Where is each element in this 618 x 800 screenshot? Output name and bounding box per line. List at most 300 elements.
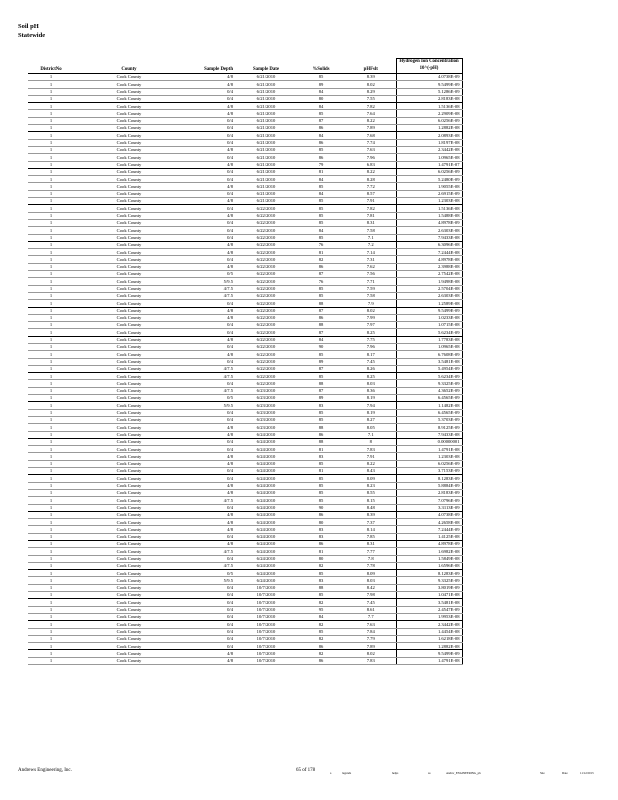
cell-ph: 7.8 (346, 555, 396, 562)
table-row (28, 643, 462, 650)
col-ph: pHFslt (346, 59, 396, 74)
cell-ph: 8.57 (346, 190, 396, 197)
cell-ph: 7.55 (346, 95, 396, 102)
cell-ph: 8 (346, 438, 396, 445)
cell-solids: 88 (296, 380, 346, 387)
cell-ph: 8.19 (346, 395, 396, 402)
cell-ph: 7.63 (346, 146, 396, 153)
cell-solids: 84 (296, 132, 346, 139)
cell-h-ion: 9.3325E-09 (396, 380, 462, 387)
cell-h-ion: 1.5488E-08 (396, 212, 462, 219)
cell-depth: 0/4 (184, 628, 236, 635)
cell-date: 6/21/2010 (236, 146, 296, 153)
cell-district: 1 (28, 621, 74, 628)
cell-depth: 4/8 (184, 263, 236, 270)
cell-county: Cook County (74, 176, 184, 183)
cell-h-ion: 1.8197E-08 (396, 139, 462, 146)
cell-district: 1 (28, 657, 74, 664)
cell-solids: 83 (296, 533, 346, 540)
cell-county: Cook County (74, 533, 184, 540)
cell-depth: 4/8 (184, 161, 236, 168)
cell-h-ion: 5.6234E-09 (396, 373, 462, 380)
cell-h-ion: 4.8978E-09 (396, 541, 462, 548)
cell-county: Cook County (74, 365, 184, 372)
cell-date: 6/21/2010 (236, 81, 296, 88)
cell-district: 1 (28, 329, 74, 336)
cell-date: 6/22/2010 (236, 249, 296, 256)
cell-depth: 0/4 (184, 468, 236, 475)
cell-date: 6/24/2010 (236, 438, 296, 445)
cell-h-ion: 1.5136E-08 (396, 205, 462, 212)
cell-district: 1 (28, 234, 74, 241)
table-row (28, 650, 462, 657)
cell-county: Cook County (74, 635, 184, 642)
cell-district: 1 (28, 132, 74, 139)
table-row (28, 95, 462, 102)
cell-solids: 85 (296, 183, 346, 190)
cell-date: 6/21/2010 (236, 139, 296, 146)
table-row (28, 271, 462, 278)
cell-solids: 82 (296, 256, 346, 263)
cell-district: 1 (28, 570, 74, 577)
cell-county: Cook County (74, 431, 184, 438)
cell-ph: 8.03 (346, 380, 396, 387)
cell-date: 6/22/2010 (236, 307, 296, 314)
cell-ph: 8.02 (346, 81, 396, 88)
cell-district: 1 (28, 511, 74, 518)
cell-county: Cook County (74, 613, 184, 620)
cell-county: Cook County (74, 657, 184, 664)
cell-depth: 4/8 (184, 74, 236, 81)
cell-county: Cook County (74, 409, 184, 416)
cell-county: Cook County (74, 343, 184, 350)
cell-h-ion: 1.2303E-08 (396, 453, 462, 460)
cell-ph: 7.72 (346, 183, 396, 190)
cell-date: 6/21/2010 (236, 183, 296, 190)
cell-h-ion: 1.0233E-08 (396, 314, 462, 321)
cell-date: 6/22/2010 (236, 219, 296, 226)
table-row (28, 256, 462, 263)
cell-ph: 7.78 (346, 562, 396, 569)
cell-county: Cook County (74, 314, 184, 321)
table-row (28, 402, 462, 409)
cell-ph: 8.36 (346, 387, 396, 394)
cell-district: 1 (28, 380, 74, 387)
cell-district: 1 (28, 409, 74, 416)
table-row (28, 168, 462, 175)
cell-ph: 8.43 (346, 468, 396, 475)
cell-district: 1 (28, 278, 74, 285)
table-row (28, 278, 462, 285)
cell-county: Cook County (74, 577, 184, 584)
cell-district: 1 (28, 431, 74, 438)
cell-h-ion: 5.3703E-09 (396, 416, 462, 423)
cell-ph: 8.23 (346, 482, 396, 489)
cell-h-ion: 2.6915E-09 (396, 190, 462, 197)
cell-depth: 4/8 (184, 198, 236, 205)
cell-date: 6/22/2010 (236, 205, 296, 212)
cell-county: Cook County (74, 621, 184, 628)
cell-district: 1 (28, 271, 74, 278)
cell-date: 6/21/2010 (236, 103, 296, 110)
cell-solids: 85 (296, 409, 346, 416)
cell-ph: 8.15 (346, 497, 396, 504)
cell-district: 1 (28, 88, 74, 95)
cell-ph: 7.63 (346, 621, 396, 628)
cell-date: 10/7/2010 (236, 613, 296, 620)
cell-solids: 86 (296, 657, 346, 664)
cell-district: 1 (28, 336, 74, 343)
cell-h-ion: 5.8884E-09 (396, 482, 462, 489)
cell-date: 6/22/2010 (236, 351, 296, 358)
cell-h-ion: 1.9055E-08 (396, 183, 462, 190)
cell-solids: 84 (296, 176, 346, 183)
table-row (28, 373, 462, 380)
cell-h-ion: 9.5499E-09 (396, 307, 462, 314)
cell-district: 1 (28, 154, 74, 161)
cell-depth: 0/5 (184, 570, 236, 577)
cell-solids: 87 (296, 365, 346, 372)
cell-ph: 8.25 (346, 329, 396, 336)
cell-ph: 7.74 (346, 139, 396, 146)
cell-county: Cook County (74, 168, 184, 175)
cell-district: 1 (28, 176, 74, 183)
table-row (28, 241, 462, 248)
cell-county: Cook County (74, 81, 184, 88)
cell-depth: 0/4 (184, 613, 236, 620)
cell-district: 1 (28, 314, 74, 321)
cell-depth: 4/8 (184, 482, 236, 489)
cell-district: 1 (28, 241, 74, 248)
cell-county: Cook County (74, 212, 184, 219)
cell-h-ion: 7.9433E-08 (396, 234, 462, 241)
footer-note: helps (392, 771, 399, 775)
table-row (28, 489, 462, 496)
cell-district: 1 (28, 292, 74, 299)
table-row (28, 336, 462, 343)
cell-county: Cook County (74, 234, 184, 241)
cell-depth: 4/7.5 (184, 365, 236, 372)
cell-county: Cook County (74, 307, 184, 314)
cell-h-ion: 2.2909E-08 (396, 110, 462, 117)
cell-h-ion: 6.0256E-09 (396, 168, 462, 175)
cell-date: 6/21/2010 (236, 190, 296, 197)
cell-solids: 85 (296, 219, 346, 226)
cell-district: 1 (28, 650, 74, 657)
table-header-row (28, 59, 462, 74)
cell-county: Cook County (74, 154, 184, 161)
table-row (28, 263, 462, 270)
cell-depth: 4/8 (184, 511, 236, 518)
cell-date: 6/24/2010 (236, 504, 296, 511)
report-subtitle: Statewide (18, 32, 46, 39)
cell-county: Cook County (74, 205, 184, 212)
table-row (28, 438, 462, 445)
cell-h-ion: 1.2589E-08 (396, 300, 462, 307)
table-row (28, 584, 462, 591)
cell-county: Cook County (74, 285, 184, 292)
cell-depth: 4/8 (184, 489, 236, 496)
table-row (28, 329, 462, 336)
cell-ph: 8.61 (346, 606, 396, 613)
cell-county: Cook County (74, 548, 184, 555)
cell-solids: 86 (296, 541, 346, 548)
cell-depth: 4/8 (184, 519, 236, 526)
cell-date: 10/7/2010 (236, 599, 296, 606)
footer-note: legends (342, 771, 352, 775)
cell-solids: 81 (296, 468, 346, 475)
table-row (28, 387, 462, 394)
cell-county: Cook County (74, 256, 184, 263)
cell-county: Cook County (74, 504, 184, 511)
cell-h-ion: 2.4547E-09 (396, 606, 462, 613)
cell-date: 6/22/2010 (236, 227, 296, 234)
cell-district: 1 (28, 227, 74, 234)
cell-solids: 80 (296, 95, 346, 102)
cell-solids: 90 (296, 343, 346, 350)
cell-solids: 84 (296, 103, 346, 110)
cell-solids: 88 (296, 438, 346, 445)
table-row (28, 541, 462, 548)
cell-depth: 4/8 (184, 351, 236, 358)
cell-solids: 81 (296, 446, 346, 453)
table-row (28, 621, 462, 628)
cell-date: 6/22/2010 (236, 322, 296, 329)
cell-depth: 0/4 (184, 205, 236, 212)
cell-depth: 0/5 (184, 271, 236, 278)
cell-ph: 7.71 (346, 278, 396, 285)
cell-ph: 8.05 (346, 424, 396, 431)
cell-solids: 85 (296, 497, 346, 504)
cell-date: 6/24/2010 (236, 489, 296, 496)
cell-date: 6/22/2010 (236, 241, 296, 248)
cell-depth: 0/4 (184, 176, 236, 183)
cell-date: 6/22/2010 (236, 292, 296, 299)
cell-ph: 8.02 (346, 650, 396, 657)
cell-depth: 0/4 (184, 606, 236, 613)
cell-district: 1 (28, 95, 74, 102)
cell-h-ion: 2.0893E-08 (396, 132, 462, 139)
cell-ph: 8.19 (346, 409, 396, 416)
cell-date: 6/21/2010 (236, 176, 296, 183)
cell-solids: 86 (296, 314, 346, 321)
cell-county: Cook County (74, 541, 184, 548)
cell-county: Cook County (74, 300, 184, 307)
cell-ph: 8.17 (346, 351, 396, 358)
cell-date: 6/22/2010 (236, 285, 296, 292)
cell-district: 1 (28, 168, 74, 175)
cell-solids: 82 (296, 621, 346, 628)
cell-date: 6/23/2010 (236, 416, 296, 423)
cell-depth: 0/4 (184, 329, 236, 336)
cell-county: Cook County (74, 592, 184, 599)
cell-h-ion: 3.5481E-08 (396, 599, 462, 606)
cell-county: Cook County (74, 438, 184, 445)
cell-district: 1 (28, 460, 74, 467)
cell-county: Cook County (74, 519, 184, 526)
table-row (28, 453, 462, 460)
table-row (28, 88, 462, 95)
cell-date: 6/24/2010 (236, 526, 296, 533)
cell-depth: 0/4 (184, 643, 236, 650)
cell-county: Cook County (74, 219, 184, 226)
cell-depth: 0/4 (184, 416, 236, 423)
cell-district: 1 (28, 74, 74, 81)
cell-solids: 85 (296, 351, 346, 358)
cell-h-ion: 3.7153E-09 (396, 468, 462, 475)
cell-depth: 5/9.5 (184, 278, 236, 285)
cell-date: 6/23/2010 (236, 387, 296, 394)
table-row (28, 307, 462, 314)
cell-h-ion: 1.4125E-08 (396, 533, 462, 540)
table-row (28, 570, 462, 577)
table-row (28, 343, 462, 350)
cell-district: 1 (28, 183, 74, 190)
cell-h-ion: 1.5849E-08 (396, 555, 462, 562)
cell-depth: 0/4 (184, 438, 236, 445)
cell-h-ion: 1.4791E-08 (396, 446, 462, 453)
cell-district: 1 (28, 482, 74, 489)
cell-depth: 4/8 (184, 81, 236, 88)
cell-ph: 7.79 (346, 635, 396, 642)
cell-depth: 4/7.5 (184, 285, 236, 292)
table-row (28, 526, 462, 533)
cell-date: 6/21/2010 (236, 198, 296, 205)
cell-ph: 8.27 (346, 416, 396, 423)
cell-h-ion: 1.6596E-08 (396, 562, 462, 569)
cell-h-ion: 4.8978E-08 (396, 256, 462, 263)
col-district: DistrictNo (28, 59, 74, 74)
cell-county: Cook County (74, 139, 184, 146)
cell-depth: 0/4 (184, 256, 236, 263)
cell-ph: 8.22 (346, 117, 396, 124)
cell-date: 6/24/2010 (236, 577, 296, 584)
table-row (28, 358, 462, 365)
table-row (28, 234, 462, 241)
cell-ph: 7.58 (346, 292, 396, 299)
table-row (28, 504, 462, 511)
table-row (28, 577, 462, 584)
cell-district: 1 (28, 562, 74, 569)
cell-district: 1 (28, 117, 74, 124)
cell-district: 1 (28, 387, 74, 394)
cell-date: 6/23/2010 (236, 424, 296, 431)
cell-county: Cook County (74, 117, 184, 124)
cell-solids: 95 (296, 606, 346, 613)
cell-county: Cook County (74, 650, 184, 657)
cell-depth: 4/8 (184, 541, 236, 548)
cell-date: 6/22/2010 (236, 314, 296, 321)
cell-ph: 8.26 (346, 365, 396, 372)
cell-district: 1 (28, 606, 74, 613)
cell-county: Cook County (74, 468, 184, 475)
table-row (28, 74, 462, 81)
cell-solids: 87 (296, 329, 346, 336)
cell-district: 1 (28, 453, 74, 460)
cell-h-ion: 6.3096E-08 (396, 241, 462, 248)
cell-date: 6/21/2010 (236, 117, 296, 124)
cell-date: 6/22/2010 (236, 234, 296, 241)
cell-ph: 7.62 (346, 263, 396, 270)
cell-date: 6/24/2010 (236, 562, 296, 569)
cell-county: Cook County (74, 110, 184, 117)
cell-county: Cook County (74, 416, 184, 423)
cell-depth: 4/7.5 (184, 373, 236, 380)
cell-district: 1 (28, 263, 74, 270)
cell-ph: 7.2 (346, 241, 396, 248)
cell-county: Cook County (74, 95, 184, 102)
cell-ph: 7.91 (346, 453, 396, 460)
cell-district: 1 (28, 212, 74, 219)
cell-depth: 0/4 (184, 446, 236, 453)
cell-county: Cook County (74, 103, 184, 110)
cell-solids: 85 (296, 592, 346, 599)
cell-depth: 0/4 (184, 132, 236, 139)
cell-depth: 0/4 (184, 533, 236, 540)
cell-ph: 8.48 (346, 504, 396, 511)
cell-h-ion: 4.8978E-09 (396, 219, 462, 226)
cell-county: Cook County (74, 628, 184, 635)
footer-note: 11/12/2013 (580, 771, 594, 775)
cell-depth: 0/5 (184, 395, 236, 402)
cell-date: 6/24/2010 (236, 453, 296, 460)
cell-county: Cook County (74, 198, 184, 205)
cell-depth: 4/8 (184, 453, 236, 460)
cell-district: 1 (28, 468, 74, 475)
table-row (28, 431, 462, 438)
cell-h-ion: 2.3988E-08 (396, 263, 462, 270)
cell-county: Cook County (74, 402, 184, 409)
cell-h-ion: 4.2658E-08 (396, 519, 462, 526)
table-row (28, 533, 462, 540)
table-row (28, 562, 462, 569)
cell-solids: 82 (296, 599, 346, 606)
cell-depth: 4/8 (184, 146, 236, 153)
cell-date: 6/22/2010 (236, 336, 296, 343)
cell-county: Cook County (74, 146, 184, 153)
table-row (28, 219, 462, 226)
cell-depth: 0/4 (184, 117, 236, 124)
cell-date: 6/22/2010 (236, 271, 296, 278)
cell-county: Cook County (74, 373, 184, 380)
table-row (28, 424, 462, 431)
cell-date: 6/22/2010 (236, 329, 296, 336)
cell-depth: 0/4 (184, 234, 236, 241)
cell-solids: 83 (296, 453, 346, 460)
cell-county: Cook County (74, 489, 184, 496)
cell-h-ion: 6.4565E-09 (396, 395, 462, 402)
table-row (28, 468, 462, 475)
cell-date: 6/22/2010 (236, 380, 296, 387)
cell-county: Cook County (74, 584, 184, 591)
cell-solids: 84 (296, 190, 346, 197)
cell-depth: 0/4 (184, 139, 236, 146)
cell-district: 1 (28, 249, 74, 256)
cell-depth: 4/8 (184, 336, 236, 343)
cell-depth: 0/4 (184, 88, 236, 95)
cell-district: 1 (28, 343, 74, 350)
col-hydrogen-ion: Hydrogen Ion Concentration 10^(-pH) (396, 59, 462, 74)
cell-solids: 86 (296, 139, 346, 146)
cell-date: 6/21/2010 (236, 161, 296, 168)
cell-h-ion: 1.9953E-08 (396, 613, 462, 620)
cell-h-ion: 3.8019E-09 (396, 584, 462, 591)
table-row (28, 475, 462, 482)
cell-date: 6/24/2010 (236, 468, 296, 475)
cell-solids: 89 (296, 81, 346, 88)
cell-ph: 7.75 (346, 336, 396, 343)
cell-solids: 87 (296, 387, 346, 394)
